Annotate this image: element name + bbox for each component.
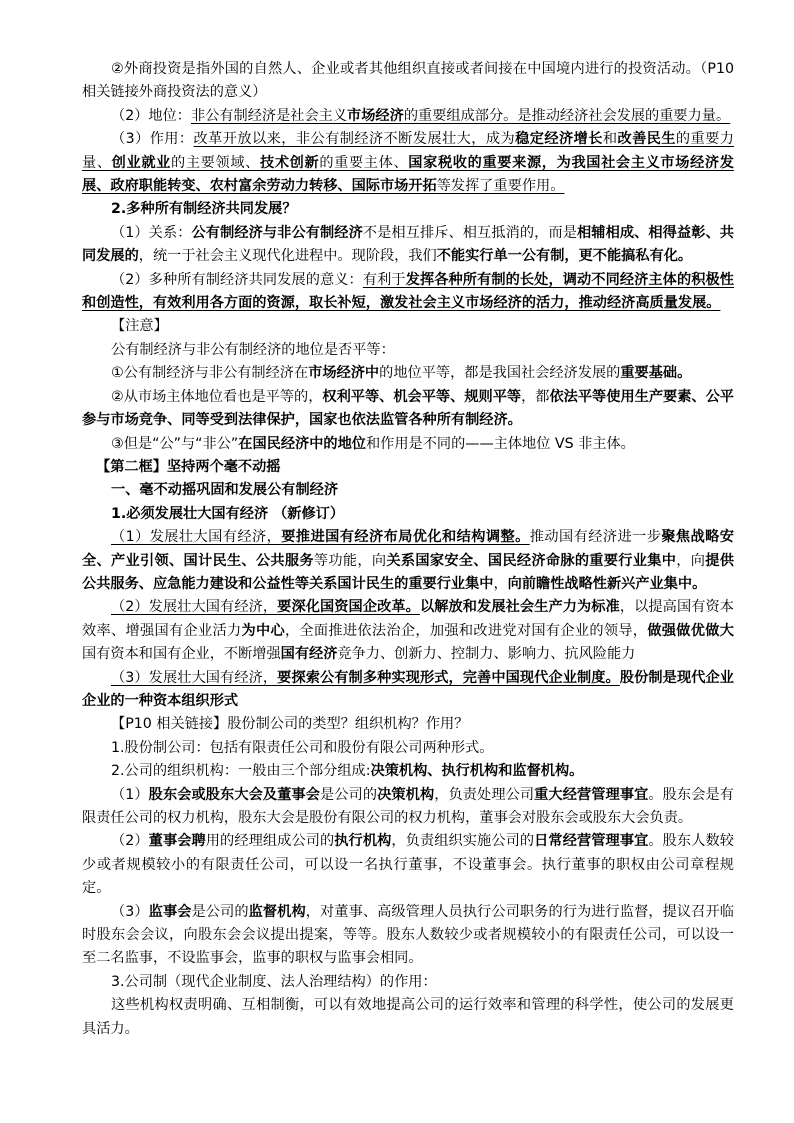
text-bold: 不能实行单一公有制，更不能搞私有化。: [436, 248, 693, 265]
text-bold: 重要基础。: [620, 365, 692, 382]
text-bold: 提供公共服务、应急能力建设和公益性等关系国计民生的重要行业集中: [82, 552, 734, 592]
text: 国有资本和国有企业，不断增强: [82, 646, 281, 663]
text: 和作用是不同的——主体地位 VS 非主体。: [365, 435, 635, 452]
text-bold: 聚焦战略安全、产业引领、国计民生、公共服务: [82, 529, 734, 569]
heading-public-ownership: [82, 479, 734, 502]
text-bold-underlined: 改善民生: [617, 131, 676, 148]
paragraph-company-types: [82, 737, 734, 760]
text-bold-underlined: 要推进国有经济布局优化和结构调整。: [281, 529, 530, 546]
paragraph-state-economy-2: [82, 596, 734, 666]
heading-text: 1.必须发展壮大国有经济 （新修订）: [111, 505, 345, 522]
text-underlined: 改革开放以来，非公有制经济不断发展壮大，成为: [193, 131, 516, 148]
text: ②外商投资是指外国的自然人、企业或者其他组织直接或者间接在中国境内进行的投资活动。（P10 相关链接外商投资法的意义）: [82, 61, 734, 101]
text: 。股东会是有限责任公司的权力机构，股东大会是股份有限公司的权力机构，董事会对股东会或股东大会负责。: [82, 786, 734, 826]
text-bold: 董事会聘: [148, 833, 206, 850]
heading-state-economy: [82, 503, 734, 526]
paragraph-company-effect: [82, 994, 734, 1041]
text-bold-underlined: 技术创新: [259, 154, 320, 171]
heading-text: 【第二框】坚持两个毫不动摇: [96, 458, 281, 475]
text-bold: 市场经济中: [308, 365, 380, 382]
heading-common-development: [82, 198, 734, 221]
text: ，: [493, 575, 508, 592]
paragraph-equality-1: [82, 362, 734, 385]
text: 3.公司制（现代企业制度、法人治理结构）的作用：: [111, 973, 437, 990]
paragraph-executive-body: [82, 830, 734, 900]
text-bold-underlined: 的重要来源，为我国社会主义市场经济发展、政府职能转变、农村富余劳动力转移、国际市场开拓: [82, 154, 734, 195]
text-underlined: 的重要组成部分。是推动经济社会发展的重要力量。: [403, 107, 731, 124]
text: （3）: [111, 903, 149, 920]
text: ，负责组织实施公司的: [391, 833, 535, 850]
text: 【注意】: [111, 318, 168, 335]
text-bold: 权利平等、机会平等、规则平等: [322, 388, 522, 405]
text-bold-underlined: 创业就业: [111, 154, 171, 171]
text-bold: 依法平等使用生产要素、公平参与市场竞争、同等受到法律保护，国家也依法监管各种所有制经济。: [82, 388, 734, 429]
text: ，向: [676, 552, 706, 569]
text: ，负责处理公司: [434, 786, 535, 803]
text-bold: 日常经营管理事宜: [534, 833, 649, 850]
text-underlined: （3）发展壮大国有经济，: [111, 669, 278, 686]
text: 竞争力、创新力、控制力、影响力、抗风险能力: [337, 646, 636, 663]
paragraph-equality-3: [82, 433, 734, 456]
text-bold-underlined: 国家税收: [408, 154, 468, 171]
heading-text: 2.多种所有制经济共同发展？: [111, 201, 297, 218]
text: （2）多种所有制经济共同发展的意义：: [111, 271, 363, 288]
text: （1）关系：: [111, 224, 192, 241]
text-bold: 以解放和发展社会生产力为标准: [419, 599, 620, 616]
text-underlined: （1）发展壮大国有经济，: [111, 529, 282, 546]
text-underlined: 的重要主体、: [319, 154, 409, 171]
paragraph-equality-2: [82, 386, 734, 433]
paragraph-related-link: [82, 713, 734, 736]
text: （2）地位：: [111, 107, 191, 124]
text: 这些机构权责明确、互相制衡，可以有效地提高公司的运行效率和管理的科学性，使公司的发展更具活力。: [82, 997, 734, 1037]
text-underlined: 的重要力量、: [82, 131, 734, 171]
text-underlined: （2）发展壮大国有经济，: [111, 599, 278, 616]
text-bold: 做强做优做大: [647, 622, 734, 639]
text: （1）: [111, 786, 149, 803]
text: 1.股份制公司：包括有限责任公司和股份有限公司两种形式。: [111, 739, 494, 756]
text: ，都: [521, 388, 550, 405]
text: ①公有制经济与非公有制经济在: [111, 365, 309, 382]
text: ，对董事、高级管理人员执行公司职务的行为进行监督，提议召开临时股东会会议，向股东会会议提出提案，等等。股东人数较少或者规模较小的有限责任公司，可以设一至二名监事，不设监事会，监事的职权与监事会相同。: [82, 903, 734, 967]
paragraph-company-system: [82, 971, 734, 994]
paragraph-company-structure: [82, 760, 734, 783]
text: 是公司的: [191, 903, 249, 920]
heading-text: 一、毫不动摇巩固和发展公有制经济: [111, 482, 339, 499]
heading-section-two: [82, 456, 734, 479]
document-page: [82, 58, 734, 1041]
text: ③但是“公”与“非公”: [111, 435, 239, 452]
text: ②从市场主体地位看也是平等的，: [111, 388, 323, 405]
text: 等功能，向: [313, 552, 387, 569]
text: 2.公司的组织机构：一般由三个部分组成:: [111, 763, 371, 780]
text-bold-underlined: 要深化国资国企改革。: [277, 599, 420, 616]
text-bold: 关系国家安全、国民经济命脉的重要行业集中: [386, 552, 677, 569]
text-bold: 在国民经济中的地位: [238, 435, 366, 452]
paragraph-decision-body: [82, 784, 734, 831]
text-bold: 决策机构: [377, 786, 435, 803]
text: 用的经理组成公司的: [205, 833, 335, 850]
paragraph-significance: [82, 269, 734, 316]
text-bold: 决策机构、执行机构和监督机构。: [370, 763, 584, 780]
text: 。股东人数较少或者规模较小的有限责任公司，可以设一名执行董事，不设董事会。执行董事的职权由公司章程规定。: [82, 833, 734, 897]
text-underlined: 有利于: [362, 271, 406, 288]
text-bold-underlined: 发挥各种所有制的长处，调动不同经济主体的积极性和创造性，有效利用各方面的资源，取长补短，激发社会主义市场经济的活力，推动经济高质量发展。: [82, 271, 734, 312]
paragraph-foreign-investment: [82, 58, 734, 105]
text-bold: 重大经营管理事宜: [534, 786, 649, 803]
text-underlined: 非公有制经济是社会主义: [190, 107, 348, 124]
text: 不是相互排斥、相互抵消的，而是: [362, 224, 578, 241]
text-bold: 监事会: [148, 903, 192, 920]
text-bold-underlined: 稳定经济增长: [515, 131, 603, 148]
text: （3）作用：: [111, 131, 194, 148]
text: 的地位平等，都是我国社会经济发展的: [379, 365, 621, 382]
text-bold: 公有制经济与非公有制经济: [191, 224, 363, 241]
text: ，全面推进依法治企，加强和改进党对国有企业的领导，: [284, 622, 648, 639]
paragraph-equality-question: [82, 339, 734, 362]
text-bold: 向前瞻性战略性新兴产业集中。: [507, 575, 707, 592]
note-label: [82, 315, 734, 338]
text-bold: 执行机构: [334, 833, 392, 850]
text: ，以提高国有资本效率、增强国有企业活力: [82, 599, 734, 639]
paragraph-role: [82, 128, 734, 198]
text: 推动国有经济进一步: [529, 529, 662, 546]
text: 公有制经济与非公有制经济的地位是否平等：: [111, 341, 395, 358]
text: （2）: [111, 833, 149, 850]
text-bold: 股份制是现代企业企业的一种资本组织形式: [82, 669, 734, 709]
text: 【P10 相关链接】股份制公司的类型？组织机构？作用？: [111, 716, 469, 733]
paragraph-relationship: [82, 222, 734, 269]
text-underlined: 和: [602, 131, 618, 148]
text: 是公司的: [320, 786, 378, 803]
text-bold: 股东会或股东大会及董事会: [148, 786, 320, 803]
text-bold: 监督机构: [248, 903, 306, 920]
paragraph-status: [82, 105, 734, 128]
text-bold: 相辅相成、相得益彰、共同发展的: [82, 224, 734, 265]
text: ，统一于社会主义现代化进程中。现阶段，我们: [138, 248, 437, 265]
text-underlined: 等发挥了重要作用。: [436, 178, 565, 195]
paragraph-state-economy-1: [82, 526, 734, 596]
text-underlined: 的主要领域、: [171, 154, 260, 171]
paragraph-state-economy-3: [82, 667, 734, 714]
text-bold-underlined: 市场经济: [347, 107, 404, 124]
paragraph-supervisory-body: [82, 901, 734, 971]
text-bold-underlined: 要探索公有制多种实现形式，完善中国现代企业制度。: [277, 669, 620, 686]
text-bold: 为中心: [241, 622, 285, 639]
text-bold: 国有经济: [280, 646, 338, 663]
